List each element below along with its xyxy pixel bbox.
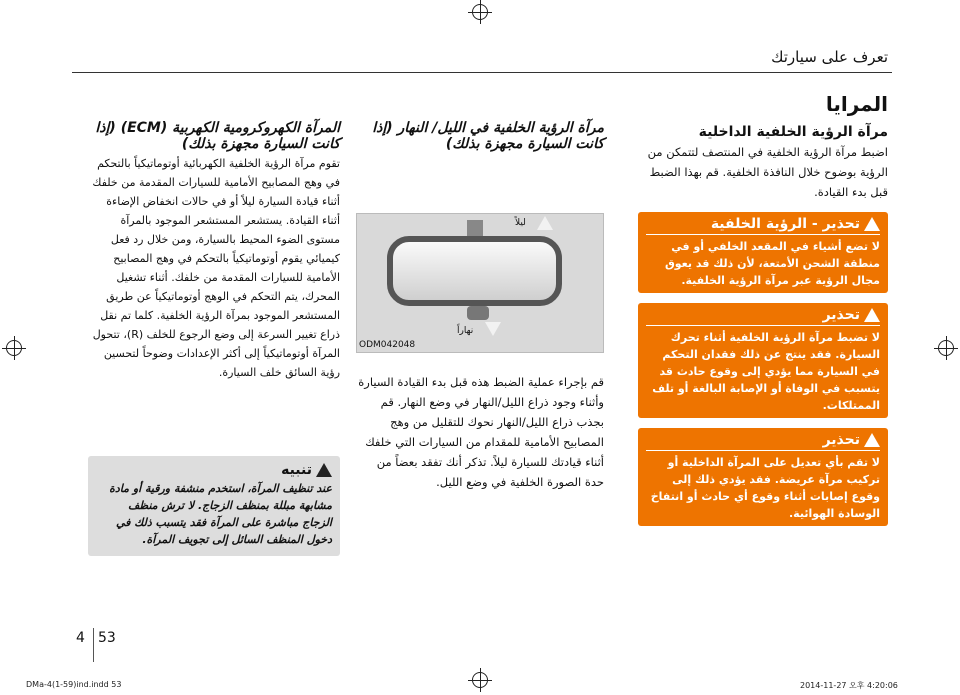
ecm-heading: المرآة الكهروكرومية الكهربية (ECM) (إذا كانت السيارة مجهزة بذلك) <box>95 120 340 152</box>
arrow-down-icon <box>485 322 501 336</box>
warning-icon <box>864 308 880 322</box>
arrow-up-icon <box>537 216 553 230</box>
day-night-text: قم بإجراء عملية الضبط هذه قبل بدء القيادة السيارة وأثناء وجود ذراع الليل/النهار في وضع النهار. قم بجذب ذراع الليل/النهار نحوك للتقليل من وهج المصابيح الأمامية للمقدام من السيارات التي خلفك أثناء قيادتك للسيارة ليلاً. تذكر أنك تفقد بعضاً من حدة الصورة الخلفية في وضع الليل. <box>358 375 604 489</box>
ecm-text: تقوم مرآة الرؤية الخلفية الكهربائية أوتوماتيكياً بالتحكم في وهج المصابيح الأمامية للسيارات المقدمة من خلفك أثناء قيادة السيارة ليلاً أو في حالات انخفاض الإضاءة أثناء القيادة. يستشعر المستشعر الموجود بالمرآة مستوى الضوء المحيط بالسيارة، ومن خلال رد فعل كيميائي يقوم أوتوماتيكياً بالتحكم في وهج المصابيح الأمامية للسيارات المقدمة من خلفك. أثناء تشغيل المحرك، يتم التحكم في الوهج أوتوماتيكياً عن طريق المستشعر الموجود بمرآة الرؤية الخلفية. كلما تم نقل ذراع تغيير السرعة إلى وضع الرجوع للخلف (R)، تتحول المرآة أوتوماتيكياً إلى أكثر الإعدادات وضوحاً لتحسين رؤية السائق خلف السيارة. <box>92 157 340 379</box>
label-day: نهاراً <box>457 326 474 336</box>
page-number: 53 <box>98 630 116 646</box>
header-title: تعرف على سيارتك <box>771 48 888 66</box>
warning-title-1: تحذير - الرؤية الخلفية <box>710 216 860 232</box>
warning-icon <box>864 433 880 447</box>
page-number-chapter: 4 <box>76 630 85 646</box>
label-night: ليلاً <box>515 218 526 228</box>
warning-title-3: تحذير <box>822 432 860 448</box>
right-column <box>638 92 888 526</box>
warning-title-2: تحذير <box>822 307 860 323</box>
warning-box-3 <box>638 428 888 526</box>
mirror-illustration <box>387 236 562 306</box>
caution-note <box>88 456 340 556</box>
warning-text-3: لا تقم بأي تعديل على المرآة الداخلية أو تركيب مرآة عريضة. فقد يؤدي ذلك إلى وقوع إصابات أثناء وقوع أي حادث أو انتفاخ الوسادة الهوائية. <box>650 456 880 520</box>
registration-mark-bottom <box>472 672 488 688</box>
warning-box-1 <box>638 212 888 293</box>
warning-icon <box>864 217 880 231</box>
middle-column-heading <box>356 120 604 154</box>
registration-mark-top <box>472 4 488 20</box>
registration-mark-left <box>6 340 22 356</box>
left-column <box>88 120 340 382</box>
page-divider <box>93 628 94 662</box>
caution-text: عند تنظيف المرآة، استخدم منشفة ورقية أو مادة مشابهة مبللة بمنظف الزجاج. لا ترش منظف الزجاج مباشرة على المرآة فقد يتسبب ذلك في دخول المنظف السائل إلى تجويف المرآة. <box>109 482 332 546</box>
footer-date: 2014-11-27 오후 4:20:06 <box>800 681 898 690</box>
page-header <box>72 44 892 73</box>
middle-column-body <box>356 372 604 492</box>
caution-title: تنبيه <box>281 462 312 478</box>
inside-mirror-text: اضبط مرآة الرؤية الخلفية في المنتصف لتتمكن من الرؤية بوضوح خلال النافذة الخلفية. قم بهذا الضبط قبل بدء القيادة. <box>647 145 888 199</box>
day-night-lever <box>467 306 489 320</box>
footer-file: DMa-4(1-59)ind.indd 53 <box>26 680 122 689</box>
day-night-mirror-heading: مرآة الرؤية الخلفية في الليل/ النهار (إذا كانت السيارة مجهزة بذلك) <box>372 120 604 152</box>
inside-mirror-heading: مرآة الرؤية الخلفية الداخلية <box>698 124 888 140</box>
section-title: المرايا <box>825 92 888 116</box>
warning-text-1: لا تضع أشياء في المقعد الخلفي أو في منطقة الشحن الأمتعة، لأن ذلك قد يعوق مجال الرؤية عبر مرآة الرؤية الخلفية. <box>664 240 880 287</box>
warning-text-2: لا تضبط مرآة الرؤية الخلفية أثناء تحرك السيارة. فقد ينتج عن ذلك فقدان التحكم في السيارة مما يؤدي إلى وقوع حادث قد يتسبب في الوفاة أو الإصابة البالغة أو تلف الممتلكات. <box>652 331 880 412</box>
figure-code: ODM042048 <box>359 340 416 350</box>
caution-icon <box>316 463 332 477</box>
mirror-figure <box>356 213 604 353</box>
warning-box-2 <box>638 303 888 418</box>
registration-mark-right <box>938 340 954 356</box>
